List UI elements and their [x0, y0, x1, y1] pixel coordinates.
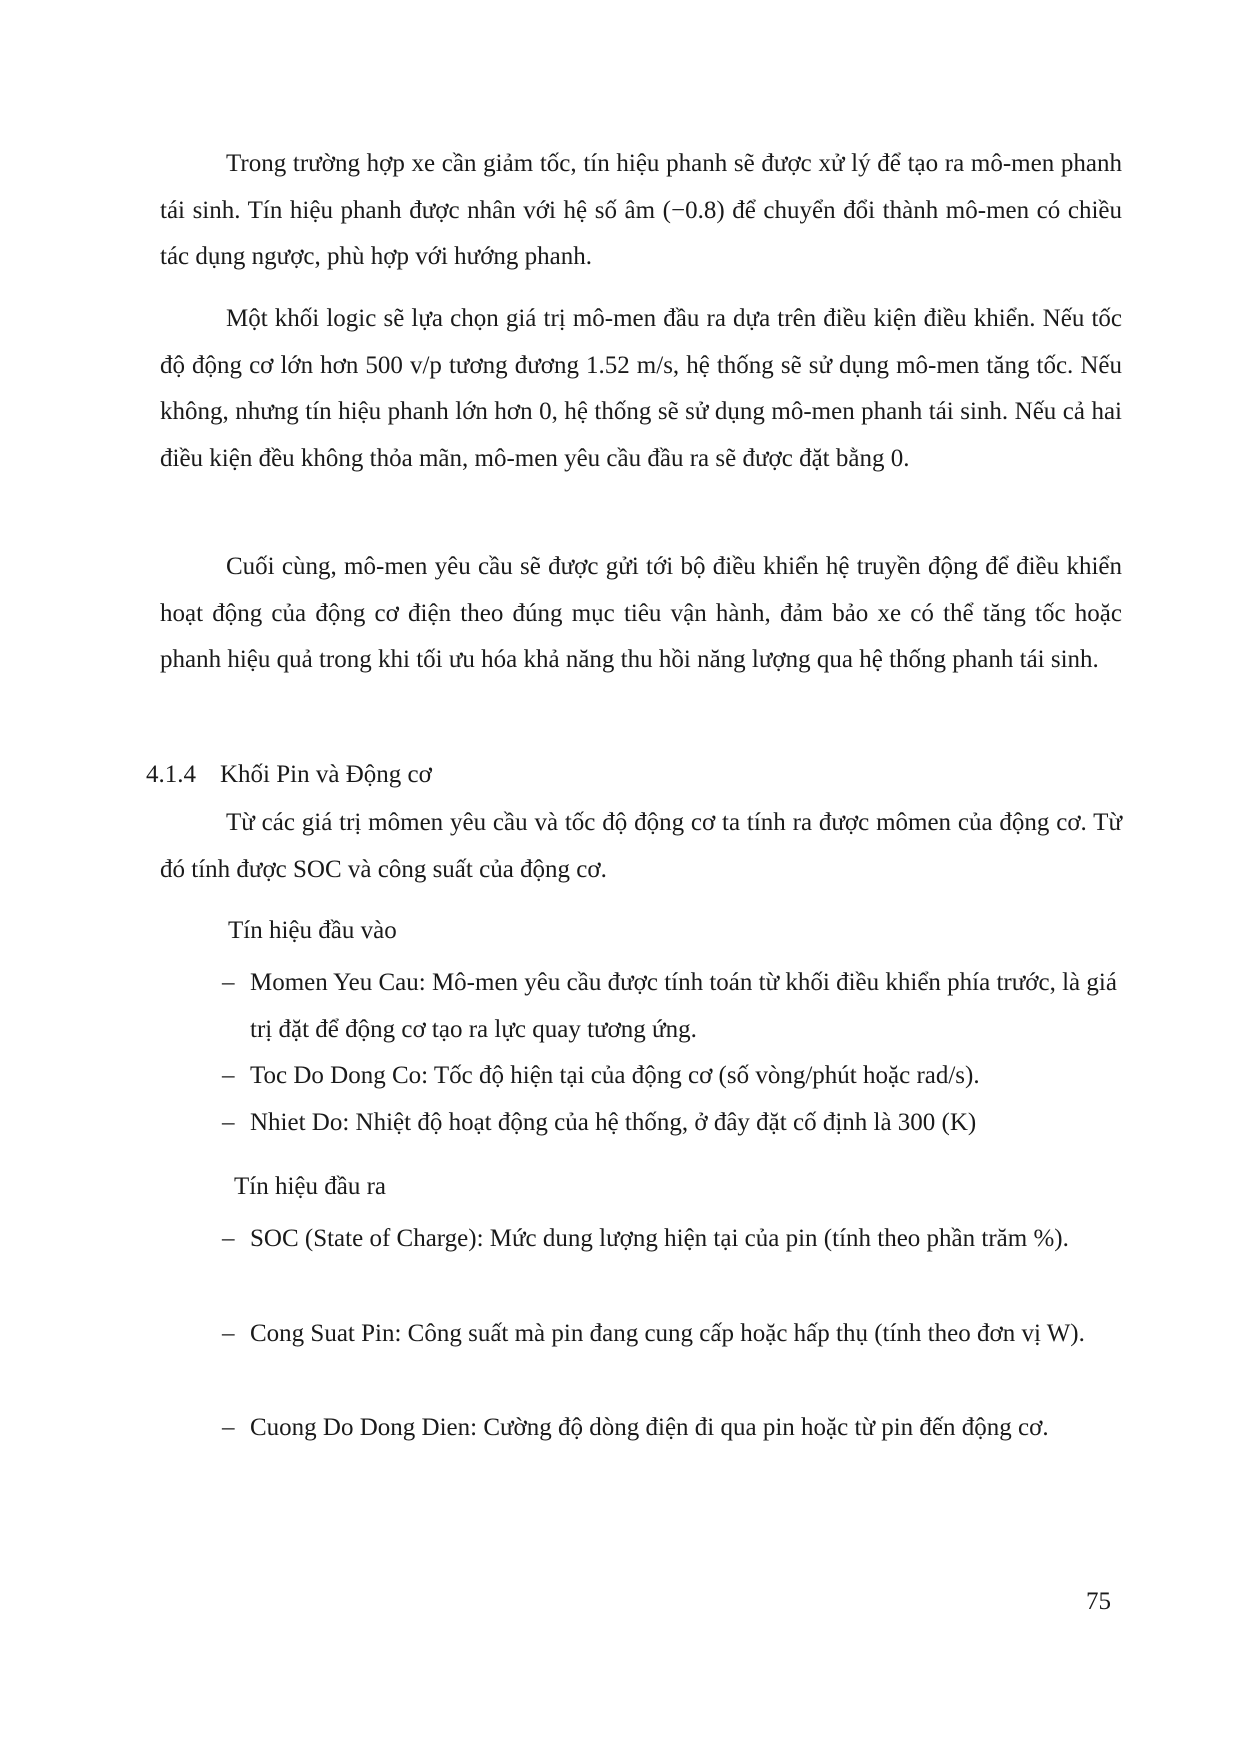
output-item-cuong-do-dong-dien	[222, 1405, 1122, 1452]
list-item-text: Nhiet Do: Nhiệt độ hoạt động của hệ thống, ở đây đặt cố định là 300 (K)	[250, 1109, 977, 1136]
section-title: Khối Pin và Động cơ	[220, 761, 432, 788]
page-number: 75	[1086, 1588, 1111, 1615]
bullet-dash: –	[222, 1414, 235, 1441]
output-item-soc	[222, 1216, 1122, 1263]
bullet-dash: –	[222, 969, 235, 996]
paragraph-torque-output: Cuối cùng, mô-men yêu cầu sẽ được gửi tới bộ điều khiển hệ truyền động để điều khiển hoạt động của động cơ điện theo đúng mục tiêu vận hành, đảm bảo xe có thể tăng tốc hoặc phanh hiệu quả trong khi tối ưu hóa khả năng thu hồi năng lượng qua hệ thống phanh tái sinh.	[160, 553, 1122, 673]
input-item-toc-do-dong-co	[222, 1053, 1122, 1100]
bullet-dash: –	[222, 1320, 235, 1347]
input-item-nhiet-do	[222, 1100, 1122, 1147]
paragraph-regenerative-braking: Trong trường hợp xe cần giảm tốc, tín hiệu phanh sẽ được xử lý để tạo ra mô-men phanh tái sinh. Tín hiệu phanh được nhân với hệ số âm (−0.8) để chuyển đổi thành mô-men có chiều tác dụng ngược, phù hợp với hướng phanh.	[160, 150, 1122, 270]
list-item-text: Cong Suat Pin: Công suất mà pin đang cung cấp hoặc hấp thụ (tính theo đơn vị W).	[250, 1320, 1085, 1347]
list-item-text: Cuong Do Dong Dien: Cường độ dòng điện đi qua pin hoặc từ pin đến động cơ.	[250, 1414, 1049, 1441]
outputs-label: Tín hiệu đầu ra	[234, 1173, 387, 1200]
bullet-dash: –	[222, 1062, 235, 1089]
list-item-text: Toc Do Dong Co: Tốc độ hiện tại của động cơ (số vòng/phút hoặc rad/s).	[250, 1062, 980, 1089]
list-item-text: Momen Yeu Cau: Mô-men yêu cầu được tính toán từ khối điều khiển phía trước, là giá trị đặt để động cơ tạo ra lực quay tương ứng.	[250, 969, 1117, 1043]
paragraph-logic-block: Một khối logic sẽ lựa chọn giá trị mô-men đầu ra dựa trên điều kiện điều khiển. Nếu tốc độ động cơ lớn hơn 500 v/p tương đương 1.52 m/s, hệ thống sẽ sử dụng mô-men tăng tốc. Nếu không, nhưng tín hiệu phanh lớn hơn 0, hệ thống sẽ sử dụng mô-men phanh tái sinh. Nếu cả hai điều kiện đều không thỏa mãn, mô-men yêu cầu đầu ra sẽ được đặt bằng 0.	[160, 305, 1122, 472]
section-intro: Từ các giá trị mômen yêu cầu và tốc độ động cơ ta tính ra được mômen của động cơ. Từ đó tính được SOC và công suất của động cơ.	[160, 809, 1122, 883]
bullet-dash: –	[222, 1109, 235, 1136]
inputs-label: Tín hiệu đầu vào	[228, 917, 397, 944]
output-item-cong-suat-pin	[222, 1311, 1122, 1358]
section-number: 4.1.4	[146, 761, 196, 788]
section-heading	[146, 752, 432, 798]
bullet-dash: –	[222, 1225, 235, 1252]
list-item-text: SOC (State of Charge): Mức dung lượng hiện tại của pin (tính theo phần trăm %).	[250, 1225, 1069, 1252]
input-item-momen-yeu-cau	[222, 960, 1122, 1053]
